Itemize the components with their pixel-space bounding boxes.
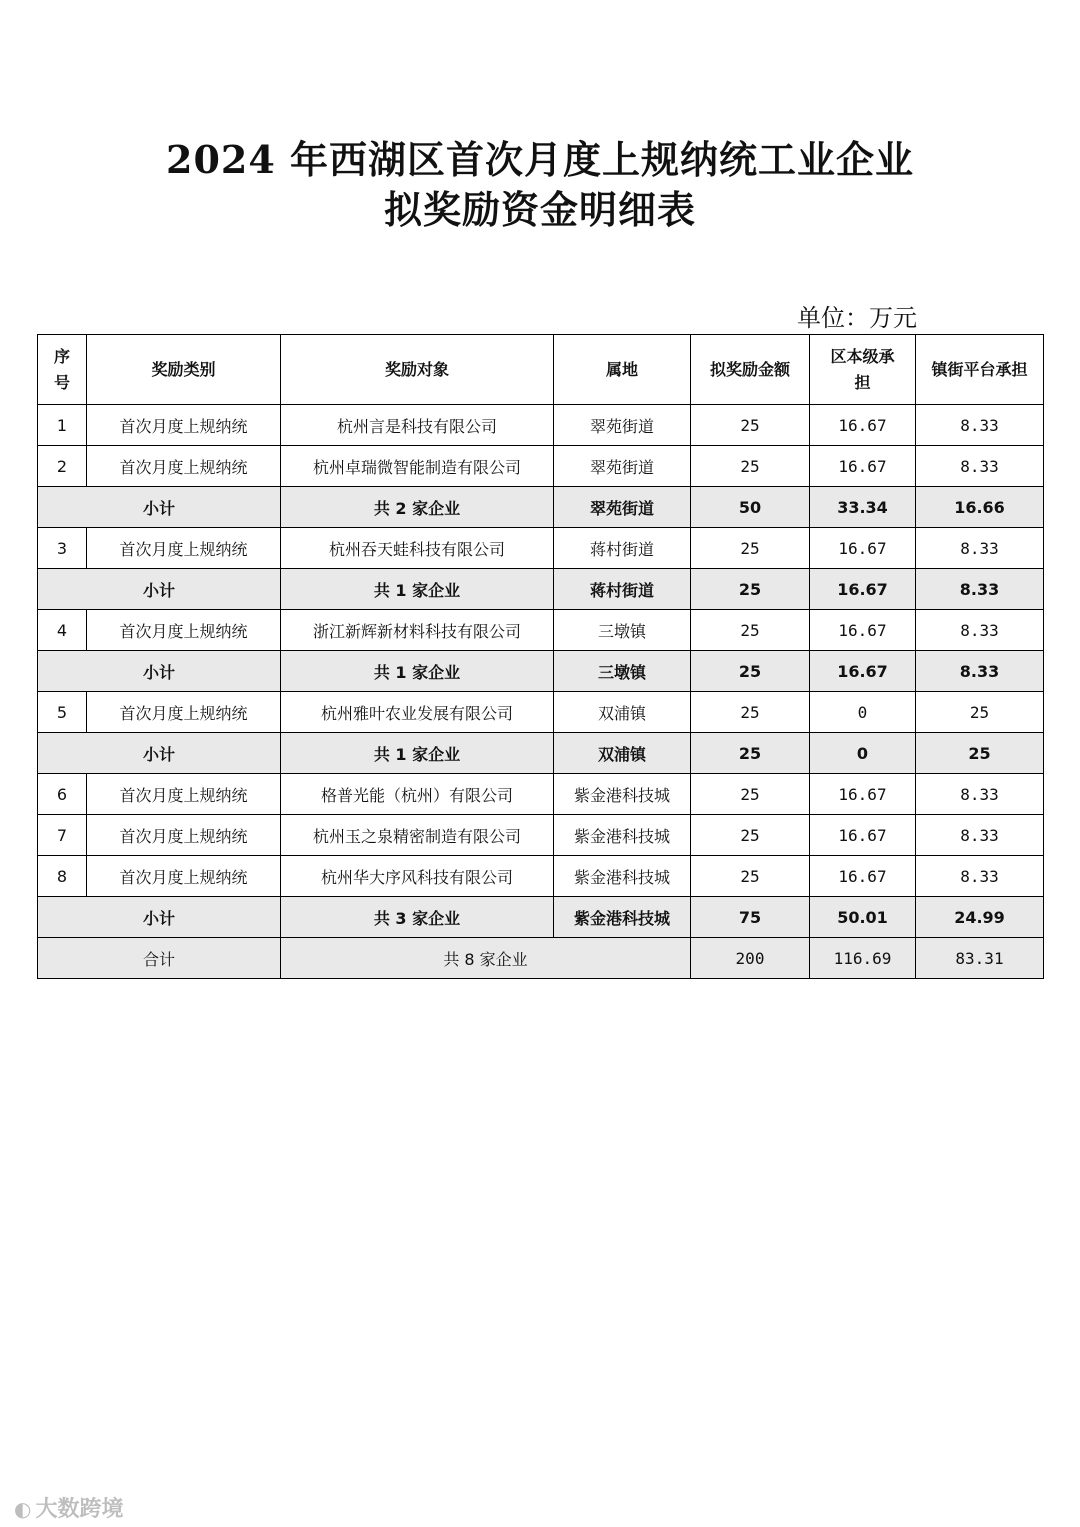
subtotal-amount: 25 — [691, 569, 810, 610]
cell-category: 首次月度上规纳统 — [87, 610, 281, 651]
total-amount: 200 — [691, 938, 810, 979]
page-title-line2: 拟奖励资金明细表 — [383, 187, 696, 232]
subtotal-target: 共 1 家企业 — [281, 651, 554, 692]
table-row — [38, 692, 1044, 733]
cell-street: 8.33 — [916, 405, 1044, 446]
total-row — [38, 938, 1044, 979]
subtotal-row — [38, 897, 1044, 938]
cell-amount: 25 — [691, 405, 810, 446]
cell-category: 首次月度上规纳统 — [87, 446, 281, 487]
cell-no: 1 — [38, 405, 87, 446]
table-row — [38, 405, 1044, 446]
table-row — [38, 774, 1044, 815]
subtotal-street: 8.33 — [916, 651, 1044, 692]
total-target: 共 8 家企业 — [281, 938, 691, 979]
table-row — [38, 446, 1044, 487]
table-row — [38, 815, 1044, 856]
cell-no: 2 — [38, 446, 87, 487]
total-label: 合计 — [38, 938, 281, 979]
cell-district: 16.67 — [810, 405, 916, 446]
cell-category: 首次月度上规纳统 — [87, 815, 281, 856]
subtotal-street: 24.99 — [916, 897, 1044, 938]
unit-label: 单位：万元 — [797, 304, 917, 332]
cell-no: 8 — [38, 856, 87, 897]
header-amount: 拟奖励金额 — [691, 335, 810, 405]
cell-area: 双浦镇 — [554, 692, 691, 733]
cell-no: 5 — [38, 692, 87, 733]
cell-amount: 25 — [691, 856, 810, 897]
table-row — [38, 856, 1044, 897]
subtotal-amount: 25 — [691, 651, 810, 692]
cell-district: 16.67 — [810, 856, 916, 897]
subtotal-label: 小计 — [38, 651, 281, 692]
cell-amount: 25 — [691, 774, 810, 815]
subtotal-district: 33.34 — [810, 487, 916, 528]
cell-area: 紫金港科技城 — [554, 774, 691, 815]
cell-street: 8.33 — [916, 774, 1044, 815]
subtotal-street: 16.66 — [916, 487, 1044, 528]
table-row — [38, 528, 1044, 569]
total-street: 83.31 — [916, 938, 1044, 979]
subtotal-amount: 50 — [691, 487, 810, 528]
cell-district: 16.67 — [810, 815, 916, 856]
table-row — [38, 610, 1044, 651]
cell-target: 杭州华大序风科技有限公司 — [281, 856, 554, 897]
header-street: 镇街平台承担 — [916, 335, 1044, 405]
watermark-text: 大数跨境 — [35, 1497, 124, 1522]
cell-area: 翠苑街道 — [554, 446, 691, 487]
cell-street: 8.33 — [916, 856, 1044, 897]
cell-target: 浙江新辉新材料科技有限公司 — [281, 610, 554, 651]
cell-category: 首次月度上规纳统 — [87, 528, 281, 569]
subtotal-amount: 75 — [691, 897, 810, 938]
cell-amount: 25 — [691, 528, 810, 569]
subtotal-target: 共 3 家企业 — [281, 897, 554, 938]
subtotal-label: 小计 — [38, 733, 281, 774]
subtotal-row — [38, 569, 1044, 610]
subtotal-row — [38, 487, 1044, 528]
cell-no: 4 — [38, 610, 87, 651]
subtotal-area: 翠苑街道 — [554, 487, 691, 528]
reward-table — [37, 334, 1044, 979]
cell-district: 16.67 — [810, 528, 916, 569]
subtotal-label: 小计 — [38, 487, 281, 528]
cell-category: 首次月度上规纳统 — [87, 692, 281, 733]
header-area: 属地 — [554, 335, 691, 405]
header-target: 奖励对象 — [281, 335, 554, 405]
cell-district: 0 — [810, 692, 916, 733]
cell-no: 3 — [38, 528, 87, 569]
cell-no: 6 — [38, 774, 87, 815]
cell-target: 杭州雅叶农业发展有限公司 — [281, 692, 554, 733]
subtotal-area: 蒋村街道 — [554, 569, 691, 610]
subtotal-district: 0 — [810, 733, 916, 774]
cell-street: 8.33 — [916, 446, 1044, 487]
cell-target: 格普光能（杭州）有限公司 — [281, 774, 554, 815]
subtotal-row — [38, 651, 1044, 692]
header-no: 序号 — [38, 335, 87, 405]
cell-category: 首次月度上规纳统 — [87, 856, 281, 897]
subtotal-label: 小计 — [38, 897, 281, 938]
cell-street: 8.33 — [916, 528, 1044, 569]
subtotal-street: 8.33 — [916, 569, 1044, 610]
subtotal-street: 25 — [916, 733, 1044, 774]
subtotal-district: 16.67 — [810, 651, 916, 692]
total-district: 116.69 — [810, 938, 916, 979]
page-title-line1: 2024 年西湖区首次月度上规纳统工业企业 — [166, 137, 914, 182]
cell-street: 8.33 — [916, 815, 1044, 856]
cell-area: 三墩镇 — [554, 610, 691, 651]
subtotal-target: 共 1 家企业 — [281, 569, 554, 610]
subtotal-area: 双浦镇 — [554, 733, 691, 774]
cell-amount: 25 — [691, 692, 810, 733]
cell-no: 7 — [38, 815, 87, 856]
subtotal-target: 共 2 家企业 — [281, 487, 554, 528]
subtotal-district: 16.67 — [810, 569, 916, 610]
header-district: 区本级承担 — [810, 335, 916, 405]
subtotal-label: 小计 — [38, 569, 281, 610]
cell-street: 25 — [916, 692, 1044, 733]
subtotal-district: 50.01 — [810, 897, 916, 938]
cell-area: 翠苑街道 — [554, 405, 691, 446]
cell-category: 首次月度上规纳统 — [87, 774, 281, 815]
cell-area: 紫金港科技城 — [554, 856, 691, 897]
cell-area: 蒋村街道 — [554, 528, 691, 569]
cell-area: 紫金港科技城 — [554, 815, 691, 856]
cell-amount: 25 — [691, 610, 810, 651]
header-row — [38, 335, 1044, 405]
subtotal-row — [38, 733, 1044, 774]
cell-amount: 25 — [691, 446, 810, 487]
cell-target: 杭州吞天蛙科技有限公司 — [281, 528, 554, 569]
logo-icon: ◐ — [14, 1497, 32, 1521]
subtotal-area: 三墩镇 — [554, 651, 691, 692]
cell-district: 16.67 — [810, 774, 916, 815]
cell-district: 16.67 — [810, 610, 916, 651]
cell-target: 杭州卓瑞微智能制造有限公司 — [281, 446, 554, 487]
cell-target: 杭州言是科技有限公司 — [281, 405, 554, 446]
subtotal-area: 紫金港科技城 — [554, 897, 691, 938]
subtotal-target: 共 1 家企业 — [281, 733, 554, 774]
cell-amount: 25 — [691, 815, 810, 856]
header-category: 奖励类别 — [87, 335, 281, 405]
cell-category: 首次月度上规纳统 — [87, 405, 281, 446]
subtotal-amount: 25 — [691, 733, 810, 774]
watermark — [14, 1492, 123, 1523]
cell-street: 8.33 — [916, 610, 1044, 651]
cell-target: 杭州玉之泉精密制造有限公司 — [281, 815, 554, 856]
cell-district: 16.67 — [810, 446, 916, 487]
